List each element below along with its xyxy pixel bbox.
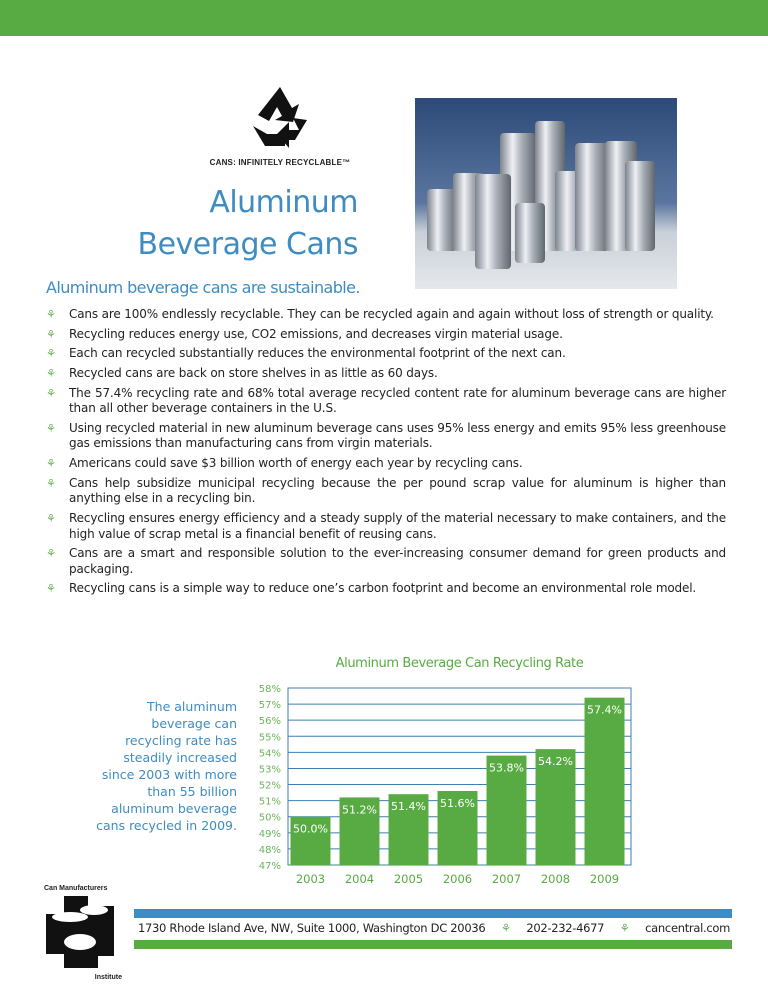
bullet-icon: ⚘ [619,921,630,935]
x-tick-label: 2003 [295,872,326,886]
address: 1730 Rhode Island Ave, NW, Suite 1000, Washington DC 20036 [138,921,486,935]
leaf-bullet-icon: ⚘ [46,327,56,341]
side-note: The aluminum beverage can recycling rate has steadily increased since 2003 with more than 55 billion aluminum beverage cans recycled in 2009. [96,699,237,833]
cmi-logo [44,885,122,981]
y-tick-label: 54% [258,748,281,760]
bullet-item [46,327,726,343]
bullet-text: Recycling cans is a simple way to reduce one’s carbon footprint and become an environmental role model. [69,581,697,596]
y-tick-label: 49% [258,828,281,840]
bullet-item [46,307,726,323]
title-line-2: Beverage Cans [137,227,358,262]
bullet-item [46,386,726,417]
top-green-bar [0,0,768,36]
leaf-bullet-icon: ⚘ [46,347,56,361]
bullet-text: Cans help subsidize municipal recycling because the per pound scrap value for aluminum is higher than anything else in a recycling bin. [69,475,726,506]
x-tick-label: 2007 [491,872,522,886]
bullet-text: Americans could save $3 billion worth of energy each year by recycling cans. [69,456,523,471]
y-tick-label: 50% [258,812,281,824]
x-tick-label: 2009 [589,872,620,886]
data-label: 50.0% [293,822,328,836]
leaf-bullet-icon: ⚘ [46,367,56,381]
footer-blue-bar [134,909,732,918]
bullet-item [46,456,726,472]
bullet-text: The 57.4% recycling rate and 68% total average recycled content rate for aluminum beverage cans are higher than all other beverage containers in the U.S. [69,385,726,416]
data-label: 54.2% [538,755,573,769]
data-label: 51.4% [391,800,426,814]
bullet-item [46,546,726,577]
footer-contact [138,921,730,935]
leaf-bullet-icon: ⚘ [46,308,56,321]
bullet-item [46,581,726,597]
leaf-bullet-icon: ⚘ [46,476,56,490]
y-tick-label: 51% [258,796,281,808]
y-tick-label: 55% [258,732,281,744]
x-tick-label: 2006 [442,872,473,886]
bullet-text: Cans are a smart and responsible solution to the ever-increasing consumer demand for green products and packaging. [69,546,726,576]
org-name-bottom: Institute [94,974,122,981]
y-tick-label: 47% [258,861,281,872]
bullet-text: Recycling ensures energy efficiency and a steady supply of the material necessary to make containers, and the high value of scrap metal is a financial benefit of reusing cans. [69,511,726,541]
website-link[interactable]: cancentral.com [645,921,730,935]
title-line-1: Aluminum [209,185,358,220]
bullet-text: Recycling reduces energy use, CO2 emissions, and decreases virgin material usage. [69,326,563,341]
cmi-cans-icon [44,892,116,970]
recycle-logo [205,82,355,167]
cans-photo [415,98,677,289]
bullet-item [46,476,726,507]
x-tick-label: 2008 [540,872,571,886]
page-title [138,182,358,266]
org-name-top: Can Manufacturers [44,885,108,892]
chart-title: Aluminum Beverage Can Recycling Rate [335,656,584,671]
y-tick-label: 52% [258,780,281,792]
leaf-bullet-icon: ⚘ [46,386,56,400]
bullet-text: Cans are 100% endlessly recyclable. They can be recycled again and again without loss of strength or quality. [69,307,714,321]
data-label: 57.4% [587,703,622,717]
logo-tagline: CANS: INFINITELY RECYCLABLE™ [209,158,351,167]
data-label: 51.6% [440,796,475,810]
data-label: 53.8% [489,761,524,775]
data-label: 51.2% [342,803,377,817]
x-tick-label: 2005 [393,872,424,886]
bullet-text: Recycled cans are back on store shelves in as little as 60 days. [69,366,438,381]
y-tick-label: 58% [258,684,281,695]
leaf-bullet-icon: ⚘ [46,547,56,561]
y-tick-label: 48% [258,844,281,856]
bullet-text: Each can recycled substantially reduces the environmental footprint of the next can. [69,346,566,361]
subtitle: Aluminum beverage cans are sustainable. [46,278,360,297]
leaf-bullet-icon: ⚘ [46,457,56,471]
phone: 202-232-4677 [526,921,605,935]
bar-2009 [585,698,625,865]
bullet-item [46,346,726,362]
y-tick-label: 57% [258,700,281,712]
bullet-list [46,307,726,601]
leaf-bullet-icon: ⚘ [46,421,56,435]
bullet-item [46,421,726,452]
leaf-bullet-icon: ⚘ [46,582,56,596]
recycling-rate-chart [250,680,640,890]
bullet-icon: ⚘ [500,921,511,935]
bullet-text: Using recycled material in new aluminum beverage cans uses 95% less energy and emits 95% less greenhouse gas emissions than manufacturing cans from virgin materials. [69,420,726,451]
footer-green-bar [134,940,732,949]
recycle-icon [245,82,315,152]
x-tick-label: 2004 [344,872,375,886]
bullet-item [46,366,726,382]
y-tick-label: 53% [258,764,281,776]
bullet-item [46,511,726,542]
leaf-bullet-icon: ⚘ [46,512,56,525]
y-tick-label: 56% [258,716,281,728]
